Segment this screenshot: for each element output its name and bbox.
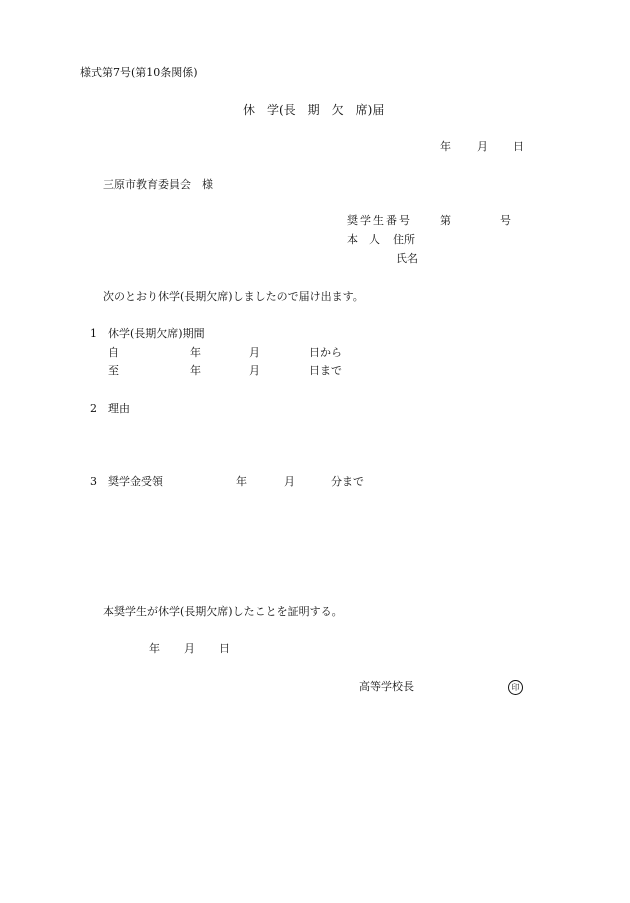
certification-text: 本奨学生が休学(長期欠席)したことを証明する。 — [103, 605, 343, 618]
section3-month: 月 — [284, 475, 295, 488]
address-label: 住所 — [393, 233, 415, 246]
page-title: 休 学(長 期 欠 席)届 — [243, 103, 385, 117]
period-from-year: 年 — [190, 346, 201, 359]
section3-until: 分まで — [331, 475, 364, 488]
form-number: 様式第7号(第10条関係) — [80, 66, 198, 79]
period-to-month: 月 — [249, 364, 260, 377]
cert-day-label: 日 — [219, 642, 230, 655]
name-label: 氏名 — [396, 252, 418, 265]
section1-number: 1 — [90, 327, 97, 340]
intro-text: 次のとおり休学(長期欠席)しましたので届け出ます。 — [103, 290, 364, 303]
addressee: 三原市教育委員会 様 — [103, 178, 213, 191]
period-from-day: 日から — [309, 346, 342, 359]
date-year-label: 年 — [440, 140, 451, 153]
period-to-label: 至 — [108, 364, 119, 377]
student-number-label: 奨学生番号 — [347, 214, 412, 227]
honnin-label: 本 人 — [347, 233, 380, 246]
go-label: 号 — [500, 214, 511, 227]
principal-label: 高等学校長 — [359, 680, 414, 693]
period-from-month: 月 — [249, 346, 260, 359]
seal-mark: 印 — [508, 680, 523, 695]
cert-month-label: 月 — [184, 642, 195, 655]
period-to-day: 日まで — [309, 364, 342, 377]
section3-number: 3 — [90, 475, 97, 488]
section3-year: 年 — [236, 475, 247, 488]
cert-year-label: 年 — [149, 642, 160, 655]
section3-label: 奨学金受領 — [108, 475, 163, 488]
dai-label: 第 — [440, 214, 451, 227]
section1-label: 休学(長期欠席)期間 — [108, 327, 205, 340]
date-month-label: 月 — [477, 140, 488, 153]
date-day-label: 日 — [513, 140, 524, 153]
section2-label: 理由 — [108, 402, 130, 415]
period-to-year: 年 — [190, 364, 201, 377]
period-from-label: 自 — [108, 346, 119, 359]
section2-number: 2 — [90, 402, 97, 415]
